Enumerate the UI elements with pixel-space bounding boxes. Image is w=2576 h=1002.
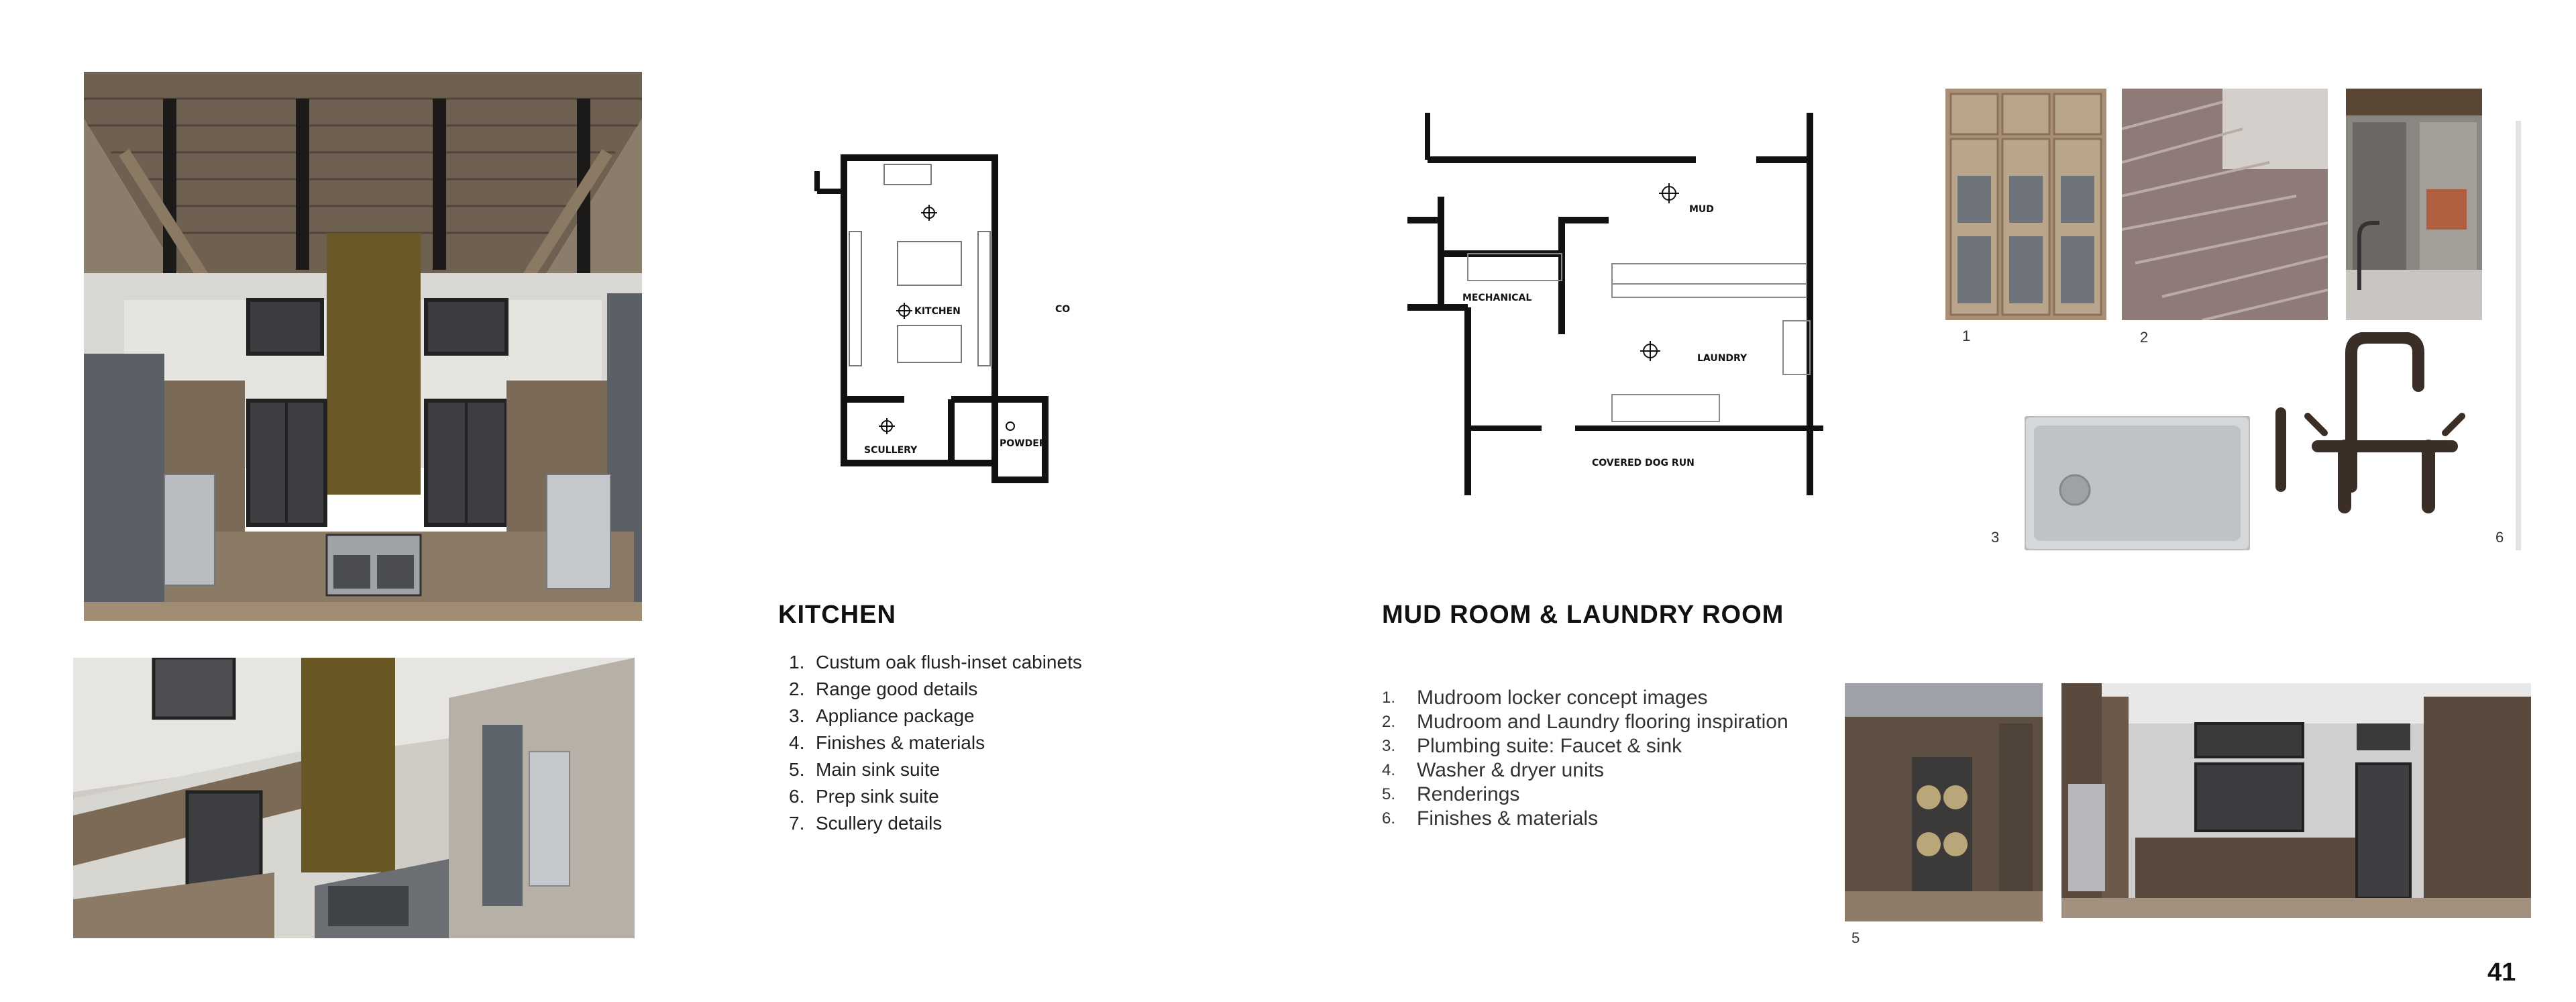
caption-lockers: 1	[1962, 328, 1971, 344]
mudroom-list	[1382, 686, 1788, 831]
list-item: 5. Main sink suite	[789, 759, 941, 780]
list-item: 4. Finishes & materials	[789, 732, 985, 753]
kitchen-list	[789, 649, 1082, 837]
plan-label-mud: MUD	[1689, 204, 1714, 215]
mudroom-floor-plan	[1407, 113, 1843, 495]
list-item: 2. Mudroom and Laundry flooring inspiration	[1382, 711, 1788, 733]
caption-flooring: 2	[2140, 329, 2149, 346]
plan-label-kitchen: KITCHEN	[914, 306, 961, 317]
list-item: 1. Custum oak flush-inset cabinets	[789, 652, 1082, 672]
plan-label-powder: POWDER	[1000, 438, 1046, 449]
faucet-image	[2264, 332, 2469, 513]
partial-edge-image	[2516, 121, 2521, 550]
list-item: 2. Range good details	[789, 679, 978, 699]
kitchen-heading: KITCHEN	[778, 601, 896, 629]
faucet-inspiration-photo	[2346, 89, 2482, 320]
caption-sink: 3	[1991, 529, 2000, 546]
list-item: 6. Prep sink suite	[789, 786, 939, 807]
plan-label-co: CO	[1055, 304, 1071, 315]
kitchen-floor-plan	[797, 138, 1072, 500]
mudroom-heading: MUD ROOM & LAUNDRY ROOM	[1382, 601, 1784, 629]
list-item: 4. Washer & dryer units	[1382, 759, 1604, 781]
list-item: 6. Finishes & materials	[1382, 807, 1599, 830]
plan-label-laundry: LAUNDRY	[1697, 353, 1748, 364]
page-number: 41	[2487, 958, 2516, 987]
caption-faucet: 6	[2496, 529, 2504, 546]
list-item: 1. Mudroom locker concept images	[1382, 687, 1708, 709]
list-item: 7. Scullery details	[789, 813, 943, 834]
laundry-rendering-washers	[1845, 683, 2043, 921]
list-item: 3. Appliance package	[789, 705, 975, 726]
locker-concept-image	[1945, 89, 2106, 320]
list-item: 5. Renderings	[1382, 783, 1520, 805]
kitchen-rendering-front	[84, 72, 642, 621]
plan-label-mechanical: MECHANICAL	[1462, 293, 1532, 303]
sink-image	[2025, 416, 2250, 550]
plan-label-covered-dog-run: COVERED DOG RUN	[1592, 458, 1695, 468]
list-item: 3. Plumbing suite: Faucet & sink	[1382, 735, 1682, 757]
kitchen-rendering-perspective	[73, 658, 635, 938]
flooring-inspiration-image	[2122, 89, 2328, 320]
laundry-rendering-wide	[2061, 683, 2531, 918]
plan-label-scullery: SCULLERY	[864, 445, 918, 456]
caption-rendering: 5	[1851, 930, 1860, 946]
